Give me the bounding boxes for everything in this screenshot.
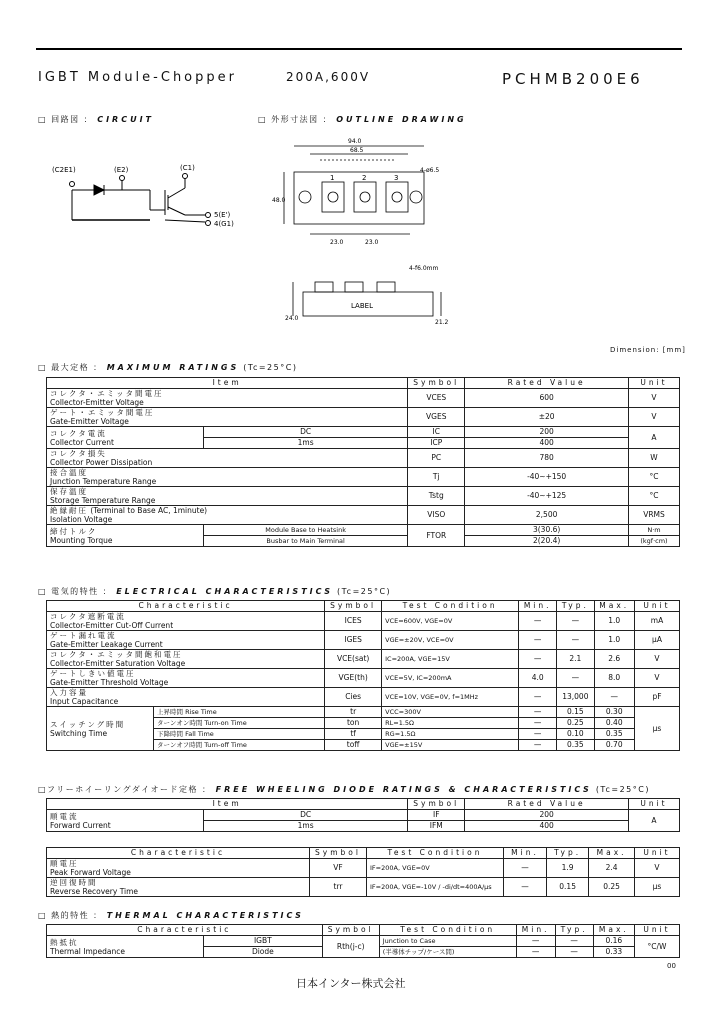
outline-side-view	[285, 258, 455, 328]
thermal-table: Characteristic Symbol Test Condition Min. Typ. Max. Unit 熱抵抗 Thermal Impedance IGBT Rth(j-c) Junction to Case — — 0.16 °C/W Diode (半導体チップ/ケース間) — — 0.33	[46, 924, 680, 958]
table-row: ゲート・エミッタ間電圧 Gate-Emitter Voltage VGES ±20 V	[47, 408, 680, 427]
circuit-label-g1: 4(G1)	[214, 220, 234, 228]
outline-top-view	[270, 132, 450, 247]
table-row: 絶縁耐圧 (Terminal to Base AC, 1minute) Isolation Voltage VISO 2,500 VRMS	[47, 506, 680, 525]
table-row: 順電圧 Peak Forward Voltage VF IF=200A, VGE=0V — 1.9 2.4 V	[47, 859, 680, 878]
table-row: 締付トルク Mounting Torque Module Base to Heatsink FTOR 3(30.6) N·m	[47, 525, 680, 536]
circuit-label-e2: (E2)	[114, 166, 129, 174]
table-row: ターンオン時間 Turn-on Time ton RL=1.5Ω — 0.25 0.40	[47, 718, 680, 729]
fwd-ratings-table: Item Symbol Rated Value Unit 順電流 Forward Current DC IF 200 A 1ms IFM 400	[46, 798, 680, 832]
dim-hole: 4-ø6.5	[420, 167, 440, 174]
elec-heading: □ 電気的特性 ： ELECTRICAL CHARACTERISTICS (Tc=25°C)	[38, 587, 392, 596]
outline-heading: □ 外形寸法図 ： OUTLINE DRAWING	[258, 115, 467, 124]
top-rule	[36, 48, 682, 50]
table-row: Diode (半導体チップ/ケース間) — — 0.33	[47, 947, 680, 958]
table-row: 接合温度 Junction Temperature Range Tj -40~+150 °C	[47, 468, 680, 487]
table-row: 1ms ICP 400	[47, 438, 680, 449]
table-row: コレクタ・エミッタ間電圧 Collector-Emitter Voltage VCES 600 V	[47, 389, 680, 408]
table-row: 1ms IFM 400	[47, 821, 680, 832]
rating-summary: 200A,600V	[286, 70, 371, 84]
table-row: 熱抵抗 Thermal Impedance IGBT Rth(j-c) Junction to Case — — 0.16 °C/W	[47, 936, 680, 947]
max-ratings-table: Item Symbol Rated Value Unit コレクタ・エミッタ間電圧 Collector-Emitter Voltage VCES 600 V ゲート・エミッタ間電圧 Gate-Emitter Voltage VGES ±20 V コレクタ電流 Collector Current DC IC 200 A 1ms ICP 400 コレクタ損失 Collector Power Dissipation PC 780 W 接合温度 Junction Temperature Range Tj -40~+150 °C 保存温度 Storage Temperature Range Tstg -40~+125 °C 絶縁耐圧 (Terminal to Base AC, 1minute) Isolation Voltage VISO 2,500 VRMS 締付トルク Mounting Torque Module Base to Heatsink FTOR 3(30.6) N·m Busbar to Main Terminal 2(20.4) (kgf·cm)	[46, 377, 680, 547]
table-row: 保存温度 Storage Temperature Range Tstg -40~+125 °C	[47, 487, 680, 506]
dim-side-h: 24.0	[285, 315, 299, 322]
circuit-heading: □ 回路図 ： CIRCUIT	[38, 115, 155, 124]
dim-pitch: 68.5	[350, 147, 364, 154]
table-row: 下降時間 Fall Time tf RG=1.5Ω — 0.10 0.35	[47, 729, 680, 740]
terminal-3: 3	[394, 174, 399, 182]
dim-a: 23.0	[330, 239, 344, 246]
fwd-characteristics-table: Characteristic Symbol Test Condition Min. Typ. Max. Unit 順電圧 Peak Forward Voltage VF IF=200A, VGE=0V — 1.9 2.4 V 逆回復時間 Reverse Recovery Time trr IF=200A, VGE=-10V / -di/dt=400A/μs — 0.15 0.25 μs	[46, 847, 680, 897]
circuit-label-c2e1: (C2E1)	[52, 166, 76, 174]
page-number: 00	[667, 962, 676, 970]
circuit-label-e: 5(E')	[214, 211, 231, 219]
terminal-1: 1	[330, 174, 335, 182]
dim-height: 48.0	[272, 197, 286, 204]
company-name: 日本インター株式会社	[296, 977, 406, 990]
terminal-2: 2	[362, 174, 367, 182]
module-type: IGBT Module-Chopper	[38, 70, 237, 85]
table-row: コレクタ損失 Collector Power Dissipation PC 780 W	[47, 449, 680, 468]
dimension-note: Dimension: [mm]	[610, 346, 686, 354]
max-heading: □ 最大定格 ： MAXIMUM RATINGS (Tc=25°C)	[38, 363, 298, 372]
thermal-heading: □ 熱的特性 ： THERMAL CHARACTERISTICS	[38, 911, 304, 920]
part-number: PCHMB200E6	[502, 70, 644, 88]
electrical-table: Characteristic Symbol Test Condition Min. Typ. Max. Unit コレクタ遮断電流 Collector-Emitter Cut-Off Current ICES VCE=600V, VGE=0V — — 1.0 mA ゲート漏れ電流 Gate-Emitter Leakage Current IGES VGE=±20V, VCE=0V — — 1.0 μA コレクタ・エミッタ間飽和電圧 Collector-Emitter Saturation Voltage VCE(sat) IC=200A, VGE=15V — 2.1 2.6 V ゲートしきい値電圧 Gate-Emitter Threshold Voltage VGE(th) VCE=5V, IC=200mA 4.0 — 8.0 V 入力容量 Input Capacitance Cies VCE=10V, VGE=0V, f=1MHz — 13,000 — pF スイッチング時間 Switching Time 上昇時間 Rise Time tr VCC=300V — 0.15 0.30 μs ターンオン時間 Turn-on Time ton RL=1.5Ω — 0.25 0.40 下降時間 Fall Time tf RG=1.5Ω — 0.10 0.35 ターンオフ時間 Turn-off Time toff VGE=±15V — 0.35 0.70	[46, 600, 680, 751]
dim-overall: 94.0	[348, 138, 362, 145]
fwd-heading: □フリーホイーリングダイオード定格 ： FREE WHEELING DIODE RATINGS & CHARACTERISTICS (Tc=25°C)	[38, 785, 650, 794]
table-row: Busbar to Main Terminal 2(20.4) (kgf·cm)	[47, 536, 680, 547]
table-row: コレクタ・エミッタ間飽和電圧 Collector-Emitter Saturation Voltage VCE(sat) IC=200A, VGE=15V — 2.1 2.6 V	[47, 650, 680, 669]
table-row: スイッチング時間 Switching Time 上昇時間 Rise Time tr VCC=300V — 0.15 0.30 μs	[47, 707, 680, 718]
circuit-diagram	[40, 160, 240, 250]
table-row: ゲート漏れ電流 Gate-Emitter Leakage Current IGES VGE=±20V, VCE=0V — — 1.0 μA	[47, 631, 680, 650]
dim-b: 23.0	[365, 239, 379, 246]
table-row: 入力容量 Input Capacitance Cies VCE=10V, VGE=0V, f=1MHz — 13,000 — pF	[47, 688, 680, 707]
table-row: 順電流 Forward Current DC IF 200 A	[47, 810, 680, 821]
table-row: ゲートしきい値電圧 Gate-Emitter Threshold Voltage VGE(th) VCE=5V, IC=200mA 4.0 — 8.0 V	[47, 669, 680, 688]
circuit-label-c1: (C1)	[180, 164, 195, 172]
label-text: LABEL	[351, 302, 373, 310]
dim-tab: 4-f6.0mm	[409, 265, 439, 272]
table-row: コレクタ遮断電流 Collector-Emitter Cut-Off Current ICES VCE=600V, VGE=0V — — 1.0 mA	[47, 612, 680, 631]
table-row: コレクタ電流 Collector Current DC IC 200 A	[47, 427, 680, 438]
table-row: ターンオフ時間 Turn-off Time toff VGE=±15V — 0.35 0.70	[47, 740, 680, 751]
table-row: 逆回復時間 Reverse Recovery Time trr IF=200A, VGE=-10V / -di/dt=400A/μs — 0.15 0.25 μs	[47, 878, 680, 897]
dim-side-h2: 21.2	[435, 319, 449, 326]
